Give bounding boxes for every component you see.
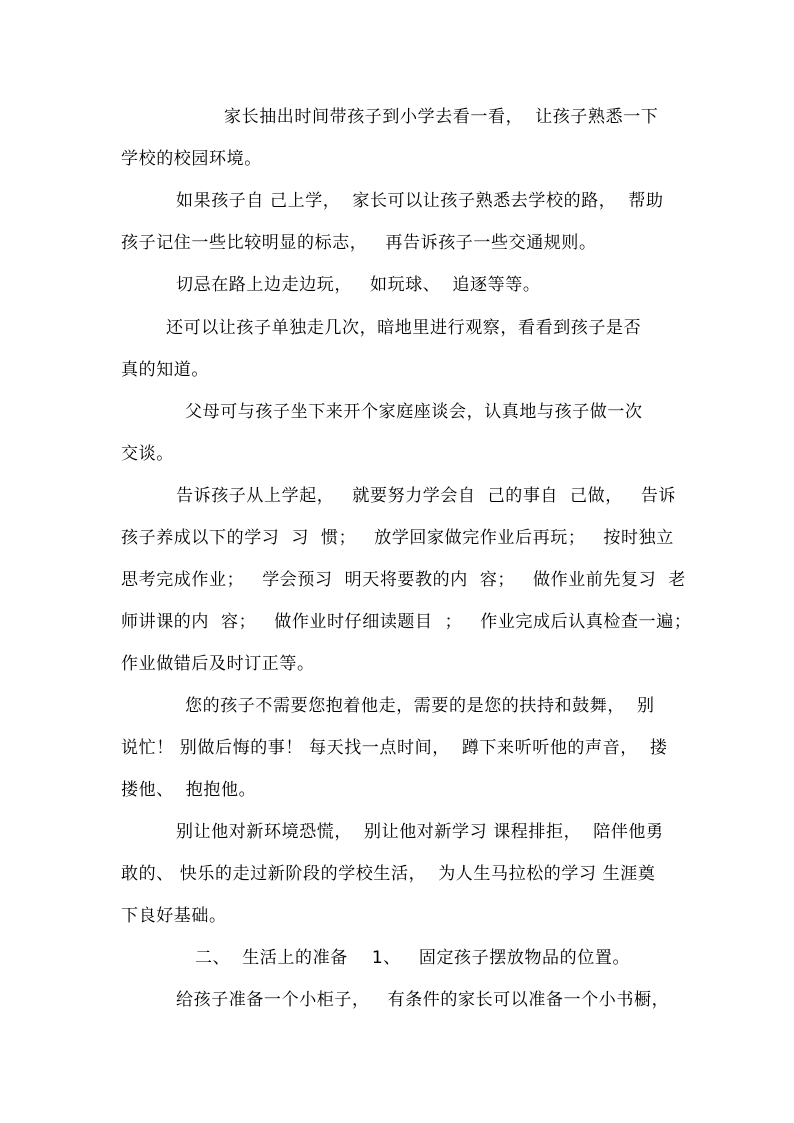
text-line: 父母可与孩子坐下来开个家庭座谈会，认真地与孩子做一次 <box>185 402 643 422</box>
text-line: 搂他、 抱抱他。 <box>121 780 257 800</box>
text-line: 二、 生活上的准备 1、 固定孩子摆放物品的位置。 <box>195 948 631 968</box>
text-line: 还可以让孩子单独走几次，暗地里进行观察，看看到孩子是否 <box>166 318 642 338</box>
text-line: 师讲课的内 容； 做作业时仔细读题目 ； 作业完成后认真检查一遍； <box>121 612 692 632</box>
text-line: 您的孩子不需要您抱着他走，需要的是您的扶持和鼓舞， 别 <box>185 696 655 716</box>
text-line: 切忌在路上边走边玩， 如玩球、 追逐等等。 <box>176 275 541 295</box>
text-line: 告诉孩子从上学起， 就要努力学会自 己的事自 己做， 告诉 <box>176 486 677 506</box>
text-line: 别让他对新环境恐慌， 别让他对新学习 课程排拒， 陪伴他勇 <box>176 822 664 842</box>
text-line: 学校的校园环境。 <box>121 149 262 169</box>
text-line: 真的知道。 <box>121 360 209 380</box>
text-line: 作业做错后及时订正等。 <box>121 654 315 674</box>
text-line: 孩子记住一些比较明显的标志， 再告诉孩子一些交通规则。 <box>121 233 597 253</box>
text-line: 孩子养成以下的学习 习 惯； 放学回家做完作业后再玩； 按时独立 <box>121 528 674 548</box>
text-line: 家长抽出时间带孩子到小学去看一看， 让孩子熟悉一下 <box>224 107 659 127</box>
text-line: 下良好基础。 <box>121 906 227 926</box>
text-line: 如果孩子自 己上学， 家长可以让孩子熟悉去学校的路， 帮助 <box>176 191 664 211</box>
text-line: 思考完成作业； 学会预习 明天将要教的内 容； 做作业前先复习 老 <box>121 570 686 590</box>
text-line: 交谈。 <box>121 444 174 464</box>
text-line: 敢的、 快乐的走过新阶段的学校生活， 为人生马拉松的学习 生涯奠 <box>121 864 656 884</box>
text-line: 给孩子准备一个小柜子， 有条件的家长可以准备一个小书橱， <box>176 990 670 1010</box>
text-line: 说忙！ 别做后悔的事！ 每天找一点时间， 蹲下来听听他的声音， 搂 <box>121 738 668 758</box>
